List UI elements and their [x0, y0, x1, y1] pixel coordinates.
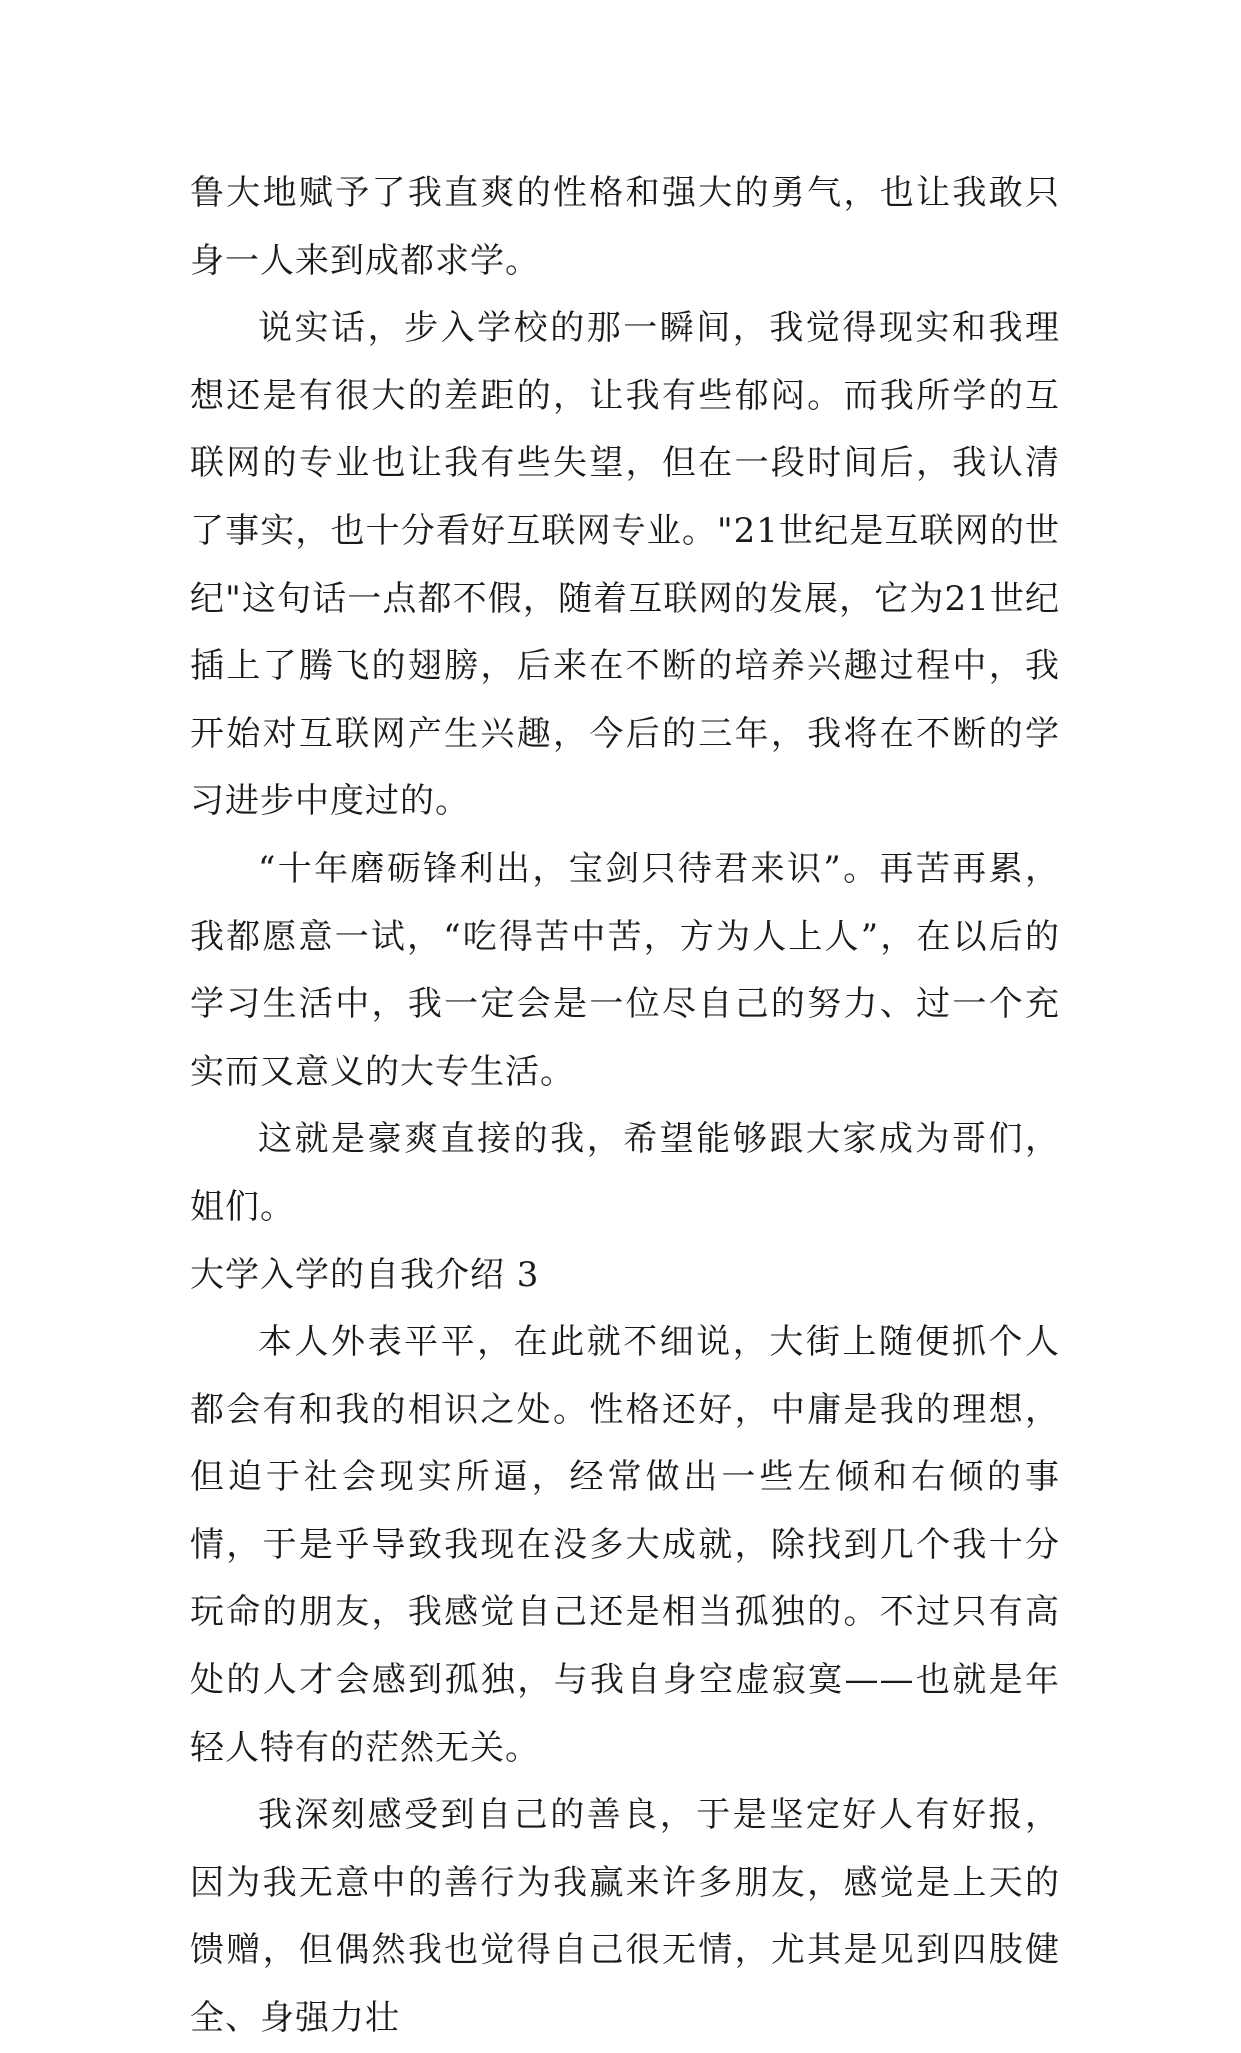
paragraph-6: 我深刻感受到自己的善良，于是坚定好人有好报，因为我无意中的善行为我赢来许多朋友，感觉是上天的馈赠，但偶然我也觉得自己很无情，尤其是见到四肢健全、身强力壮 — [190, 1795, 1060, 2039]
paragraph-2: 说实话，步入学校的那一瞬间，我觉得现实和我理想还是有很大的差距的，让我有些郁闷。而我所学的互联网的专业也让我有些失望，但在一段时间后，我认清了事实，也十分看好互联网专业。"21世纪是互联网的世纪"这句话一点都不假，随着互联网的发展，它为21世纪插上了腾飞的翅膀，后来在不断的培养兴趣过程中，我开始对互联网产生兴趣，今后的三年，我将在不断的学习进步中度过的。 — [190, 308, 1060, 822]
paragraph-5: 本人外表平平，在此就不细说，大街上随便抓个人都会有和我的相识之处。性格还好，中庸是我的理想，但迫于社会现实所逼，经常做出一些左倾和右倾的事情，于是乎导致我现在没多大成就，除找到几个我十分玩命的朋友，我感觉自己还是相当孤独的。不过只有高处的人才会感到孤独，与我自身空虚寂寞——也就是年轻人特有的茫然无关。 — [190, 1322, 1060, 1768]
paragraph-3: “十年磨砺锋利出，宝剑只待君来识”。再苦再累，我都愿意一试，“吃得苦中苦，方为人上人”，在以后的学习生活中，我一定会是一位尽自己的努力、过一个充实而又意义的大专生活。 — [190, 848, 1060, 1092]
section-heading: 大学入学的自我介绍 3 — [190, 1254, 540, 1295]
paragraph-4: 这就是豪爽直接的我，希望能够跟大家成为哥们，姐们。 — [190, 1119, 1060, 1227]
paragraph-1: 鲁大地赋予了我直爽的性格和强大的勇气，也让我敢只身一人来到成都求学。 — [190, 173, 1060, 281]
document-body — [190, 160, 1060, 2053]
